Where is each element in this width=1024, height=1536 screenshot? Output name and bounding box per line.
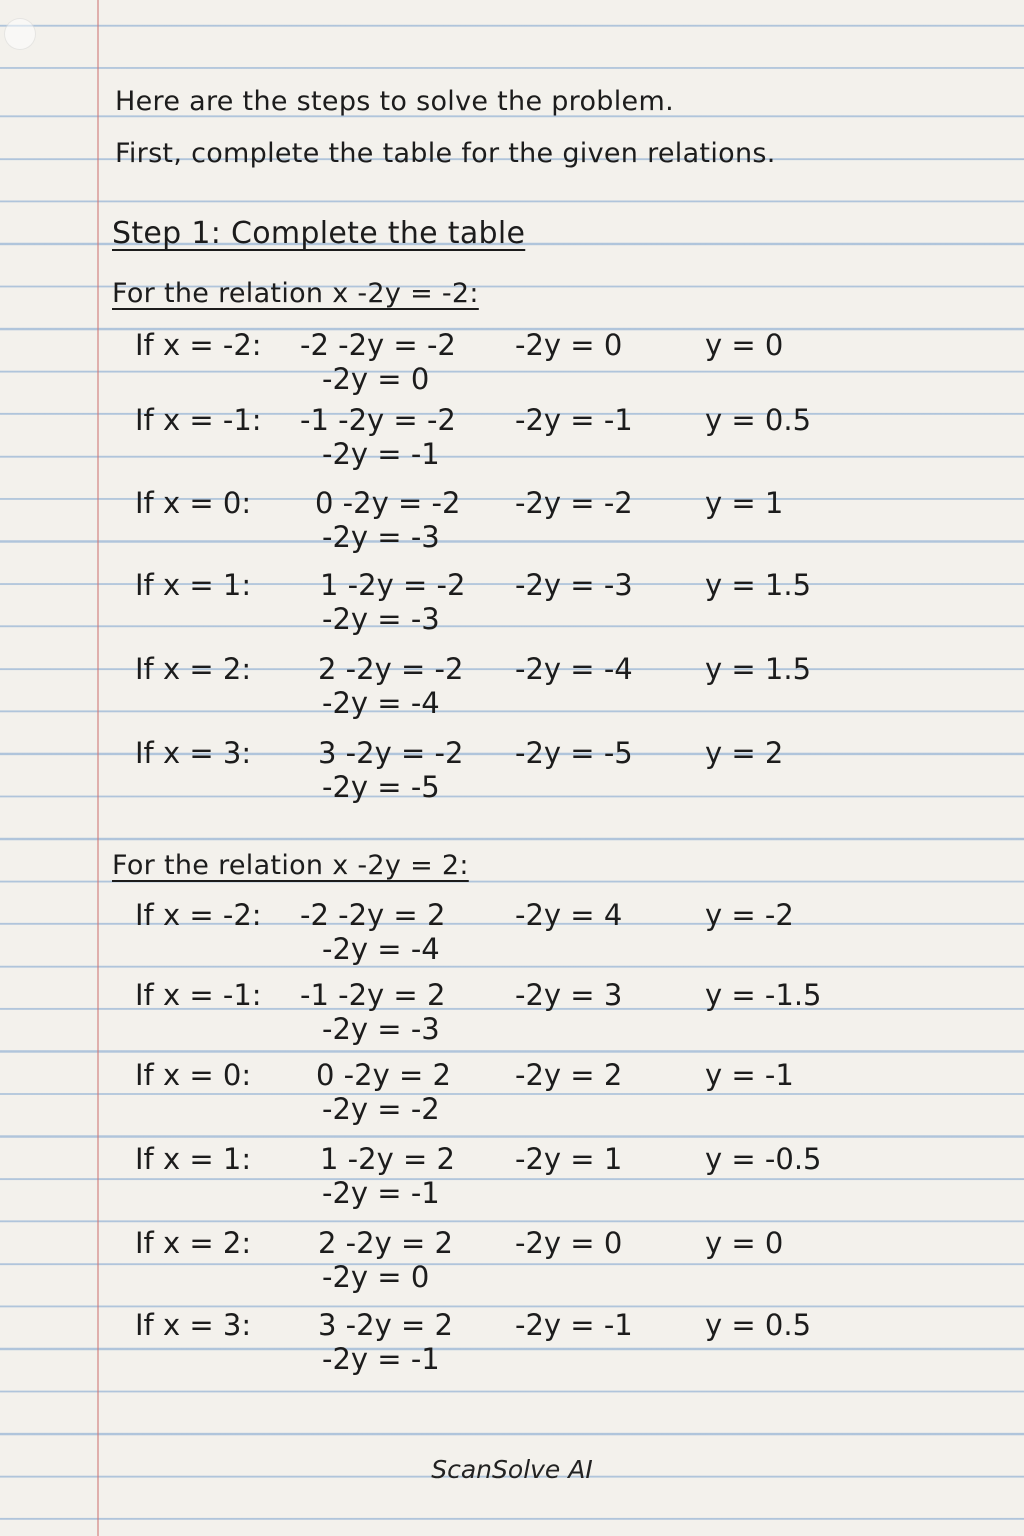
simplified-equation: -2y = -3 <box>515 568 633 602</box>
y-result: y = 0.5 <box>705 403 812 437</box>
if-label: If x = -2: <box>135 328 262 362</box>
intermediate-step: -2y = -3 <box>322 602 440 636</box>
y-result: y = -2 <box>705 898 794 932</box>
y-result: y = 1 <box>705 486 784 520</box>
intermediate-step: -2y = -4 <box>322 686 440 720</box>
table-row <box>0 1142 1024 1226</box>
intermediate-step: -2y = 0 <box>322 362 430 396</box>
substituted-equation: -1 -2y = -2 <box>300 403 456 437</box>
table-row <box>0 652 1024 736</box>
intermediate-step: -2y = -3 <box>322 1012 440 1046</box>
y-result: y = 0 <box>705 1226 784 1260</box>
substituted-equation: -1 -2y = 2 <box>300 978 446 1012</box>
table-row <box>0 1226 1024 1310</box>
if-label: If x = 0: <box>135 486 252 520</box>
table-row <box>0 1058 1024 1142</box>
if-label: If x = -1: <box>135 978 262 1012</box>
substituted-equation: -2 -2y = -2 <box>300 328 456 362</box>
simplified-equation: -2y = 1 <box>515 1142 623 1176</box>
if-label: If x = -2: <box>135 898 262 932</box>
table-row <box>0 1308 1024 1392</box>
intermediate-step: -2y = -1 <box>322 1176 440 1210</box>
substituted-equation: 2 -2y = -2 <box>318 652 464 686</box>
simplified-equation: -2y = 2 <box>515 1058 623 1092</box>
intermediate-step: -2y = -1 <box>322 437 440 471</box>
intermediate-step: -2y = -3 <box>322 520 440 554</box>
table-row <box>0 486 1024 570</box>
step1-heading: Step 1: Complete the table <box>112 216 526 251</box>
if-label: If x = -1: <box>135 403 262 437</box>
if-label: If x = 3: <box>135 1308 252 1342</box>
intermediate-step: -2y = -5 <box>322 770 440 804</box>
table-row <box>0 568 1024 652</box>
substituted-equation: 2 -2y = 2 <box>318 1226 453 1260</box>
substituted-equation: 1 -2y = -2 <box>320 568 466 602</box>
if-label: If x = 2: <box>135 652 252 686</box>
if-label: If x = 2: <box>135 1226 252 1260</box>
simplified-equation: -2y = 0 <box>515 1226 623 1260</box>
simplified-equation: -2y = -4 <box>515 652 633 686</box>
y-result: y = 1.5 <box>705 652 812 686</box>
substituted-equation: 0 -2y = 2 <box>316 1058 451 1092</box>
if-label: If x = 0: <box>135 1058 252 1092</box>
if-label: If x = 1: <box>135 1142 252 1176</box>
table-row <box>0 328 1024 412</box>
simplified-equation: -2y = -1 <box>515 1308 633 1342</box>
simplified-equation: -2y = -1 <box>515 403 633 437</box>
intermediate-step: -2y = -1 <box>322 1342 440 1376</box>
y-result: y = -1 <box>705 1058 794 1092</box>
table-row <box>0 736 1024 820</box>
substituted-equation: 3 -2y = -2 <box>318 736 464 770</box>
y-result: y = 0.5 <box>705 1308 812 1342</box>
simplified-equation: -2y = 4 <box>515 898 623 932</box>
intro-line-1: Here are the steps to solve the problem. <box>115 86 674 117</box>
relation-2-title: For the relation x -2y = 2: <box>112 850 469 881</box>
substituted-equation: 3 -2y = 2 <box>318 1308 453 1342</box>
punch-hole <box>4 18 36 50</box>
y-result: y = -1.5 <box>705 978 822 1012</box>
y-result: y = 0 <box>705 328 784 362</box>
table-row <box>0 978 1024 1062</box>
substituted-equation: -2 -2y = 2 <box>300 898 446 932</box>
intermediate-step: -2y = -2 <box>322 1092 440 1126</box>
relation-1-title: For the relation x -2y = -2: <box>112 278 479 309</box>
if-label: If x = 3: <box>135 736 252 770</box>
intermediate-step: -2y = 0 <box>322 1260 430 1294</box>
if-label: If x = 1: <box>135 568 252 602</box>
substituted-equation: 0 -2y = -2 <box>315 486 461 520</box>
intro-line-2: First, complete the table for the given relations. <box>115 138 776 169</box>
substituted-equation: 1 -2y = 2 <box>320 1142 455 1176</box>
simplified-equation: -2y = 0 <box>515 328 623 362</box>
simplified-equation: -2y = -5 <box>515 736 633 770</box>
intermediate-step: -2y = -4 <box>322 932 440 966</box>
y-result: y = 1.5 <box>705 568 812 602</box>
simplified-equation: -2y = 3 <box>515 978 623 1012</box>
y-result: y = -0.5 <box>705 1142 822 1176</box>
simplified-equation: -2y = -2 <box>515 486 633 520</box>
table-row <box>0 898 1024 982</box>
y-result: y = 2 <box>705 736 784 770</box>
table-row <box>0 403 1024 487</box>
footer-brand: ScanSolve AI <box>431 1455 593 1484</box>
